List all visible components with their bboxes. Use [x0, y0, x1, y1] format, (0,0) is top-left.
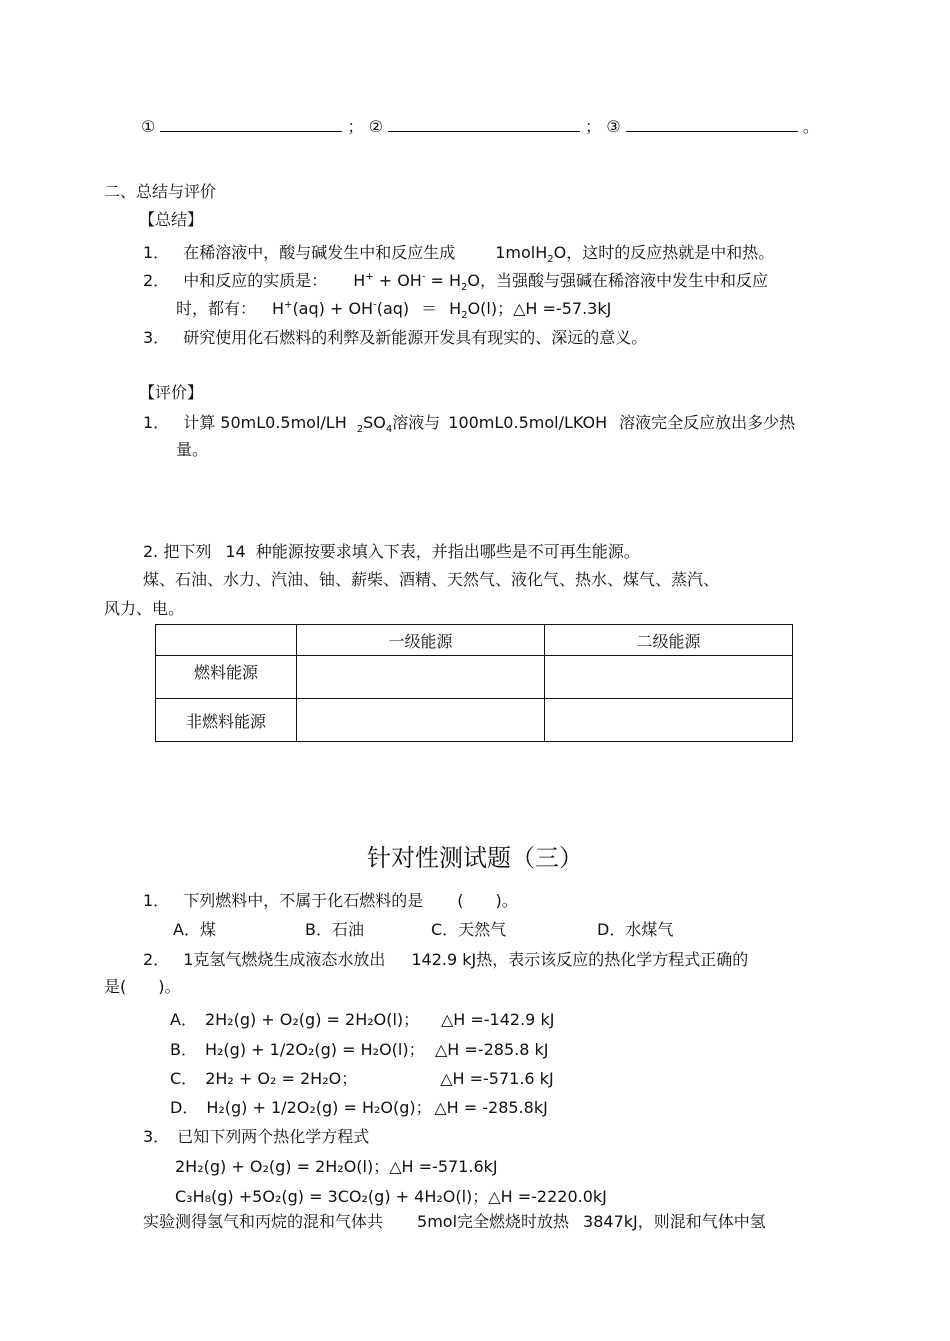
table-corner-cell — [156, 625, 297, 656]
circle-3: ③ — [606, 117, 621, 136]
question-2-line2: 是( )。 — [104, 977, 181, 996]
q2-option-a[interactable]: A． 2H₂(g) + O₂(g) = 2H₂O(l)； △H =-142.9 kJ — [170, 1010, 555, 1029]
question-1: 1． 下列燃料中，不属于化石燃料的是 ( )。 — [143, 891, 518, 910]
eval-item-1: 1． 计算 50mL0.5mol/LH $_2SO_4$溶液与 100mL0.5mol/LKOH 溶液完全反应放出多少热 — [143, 413, 796, 436]
table-cell[interactable] — [297, 699, 545, 742]
energy-list-line2: 风力、电。 — [104, 599, 185, 618]
table-row — [156, 656, 793, 699]
circle-2: ② — [368, 117, 383, 136]
eval-item-1-line2: 量。 — [176, 440, 209, 459]
answer-blank-3[interactable] — [626, 117, 798, 132]
row-label-nonfuel: 非燃料能源 — [156, 699, 297, 742]
energy-table — [155, 624, 793, 742]
table-cell[interactable] — [297, 656, 545, 699]
summary-item-2-line2: 时，都有： $H^+(aq) + OH^-(aq) = H_2O(l)$；△H =-57.3kJ — [176, 299, 612, 322]
blanks-line — [141, 116, 819, 138]
answer-blank-1[interactable] — [160, 117, 342, 132]
q3-equation-1: 2H₂(g) + O₂(g) = 2H₂O(l)；△H =-571.6kJ — [175, 1157, 498, 1176]
choice-b[interactable]: B．石油 — [305, 920, 364, 939]
choice-d[interactable]: D．水煤气 — [597, 920, 674, 939]
question-2: 2． 1克氢气燃烧生成液态水放出 142.9 kJ热，表示该反应的热化学方程式正确的 — [143, 950, 749, 969]
summary-item-2: 2． 中和反应的实质是： $H^+ + OH^- = H_2O$，当强酸与强碱在稀溶液中发生中和反应 — [143, 271, 769, 294]
header-secondary-energy: 二级能源 — [545, 625, 793, 656]
row-label-fuel: 燃料能源 — [156, 656, 297, 699]
q2-option-d[interactable]: D． H₂(g) + 1/2O₂(g) = H₂O(g)； △H = -285.8kJ — [170, 1098, 548, 1117]
section-heading: 二、总结与评价 — [104, 182, 217, 201]
eval-item-2: 2. 把下列 14 种能源按要求填入下表，并指出哪些是不可再生能源。 — [143, 542, 640, 561]
choice-c[interactable]: C．天然气 — [431, 920, 507, 939]
q3-last-line: 实验测得氢气和丙烷的混和气体共 5mol完全燃烧时放热 3847kJ，则混和气体中氢 — [143, 1212, 766, 1231]
choice-a[interactable]: A．煤 — [173, 920, 216, 939]
separator: ； — [347, 117, 364, 136]
table-row — [156, 699, 793, 742]
summary-label: 【总结】 — [139, 210, 204, 229]
q3-equation-2: C₃H₈(g) +5O₂(g) = 3CO₂(g) + 4H₂O(l)；△H =-2220.0kJ — [175, 1187, 607, 1206]
header-primary-energy: 一级能源 — [297, 625, 545, 656]
question-3: 3． 已知下列两个热化学方程式 — [143, 1127, 370, 1146]
q2-option-b[interactable]: B． H₂(g) + 1/2O₂(g) = H₂O(l)； △H =-285.8 kJ — [170, 1040, 549, 1059]
answer-blank-2[interactable] — [388, 117, 580, 132]
energy-list-line1: 煤、石油、水力、汽油、铀、薪柴、酒精、天然气、液化气、热水、煤气、蒸汽、 — [143, 570, 720, 589]
circle-1: ① — [141, 117, 156, 136]
table-cell[interactable] — [545, 699, 793, 742]
q2-option-c[interactable]: C． 2H₂ + O₂ = 2H₂O； △H =-571.6 kJ — [170, 1069, 554, 1088]
summary-item-1: 1． 在稀溶液中，酸与碱发生中和反应生成 1molH$_2$O，这时的反应热就是中和热。 — [143, 243, 775, 266]
page-title: 针对性测试题（三） — [367, 844, 583, 872]
summary-item-3: 3． 研究使用化石燃料的利弊及新能源开发具有现实的、深远的意义。 — [143, 328, 648, 347]
table-cell[interactable] — [545, 656, 793, 699]
period: 。 — [802, 117, 819, 136]
eval-label: 【评价】 — [139, 383, 204, 402]
table-header-row — [156, 625, 793, 656]
q1-choices — [173, 919, 673, 941]
separator: ； — [585, 117, 602, 136]
